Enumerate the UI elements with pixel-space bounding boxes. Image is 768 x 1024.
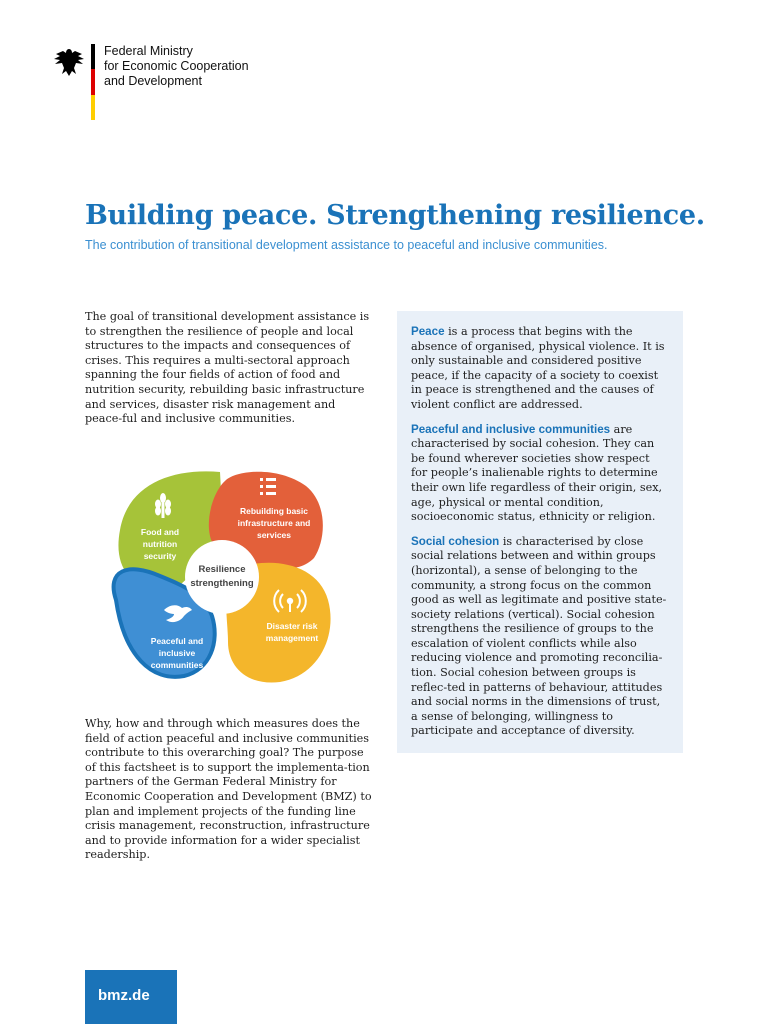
purpose-paragraph: Why, how and through which measures does the field of action peaceful and inclusive communities contribute to this overarching goal? The purpose of this factsheet is to support the implementa-tion partners of the German Federal Ministry for Economic Cooperation and Development (BMZ) to plan and implement projects of the funding line crisis management, reconstruction, infrastructure and to provide information for a wider specialist readership. xyxy=(85,717,372,862)
center-label-1: Resilience xyxy=(198,564,246,575)
federal-eagle-icon xyxy=(52,46,86,78)
german-flag-bar xyxy=(91,44,95,120)
infra-label-1: Rebuilding basic xyxy=(239,506,309,516)
peace-label-3: communities xyxy=(150,660,204,670)
disaster-label-1: Disaster risk xyxy=(266,621,318,631)
term-social-cohesion: Social cohesion xyxy=(411,534,500,548)
food-label-2: nutrition xyxy=(142,539,178,549)
bmz-link[interactable]: bmz.de xyxy=(85,970,177,1024)
food-label-3: security xyxy=(143,551,177,561)
infra-label-3: services xyxy=(256,530,292,540)
definition-peaceful-communities: Peaceful and inclusive communities are characterised by social cohesion. They can be found wherever societies show respect for people’s inalienable rights to determine their own life regardless of their origin, sex, age, physical or mental condition, socioeconomic status, ethnicity or religion. xyxy=(411,422,663,524)
term-peace: Peace xyxy=(411,325,445,338)
definitions-box xyxy=(397,311,683,753)
infra-label-2: infrastructure and xyxy=(237,518,311,528)
definition-social-cohesion: Social cohesion is characterised by close social relations between and within groups (horizontal), a sense of belonging to the community, a strong focus on the common good as well as legitimate and positive state-society relations (vertical). Social cohesion strengthens the resilience of groups to the escalation of violent conflicts while also reducing violence and promoting reconcilia-tion. Social cohesion between groups is reflec-ted in patterns of behaviour, attitudes and social norms in the dimensions of trust, a sense of belonging, willingness to participate and acceptance of diversity. xyxy=(411,534,667,738)
intro-paragraph: The goal of transitional development assistance is to strengthen the resilience of people and local structures to the impacts and consequences of crises. This requires a multi-sectoral approach spanning the four fields of action of food and nutrition security, rebuilding basic infrastructure and services, disaster risk management and peace-ful and inclusive communities. xyxy=(85,310,370,426)
definition-peace: Peace is a process that begins with the absence of organised, physical violence. It is only sustainable and considered positive peace, if the capacity of a society to coexist in peace is strengthened and the causes of violent conflict are addressed. xyxy=(411,325,665,411)
center-label-2: strengthening xyxy=(190,578,254,589)
food-label-1: Food and xyxy=(140,527,180,537)
peace-label-1: Peaceful and xyxy=(150,636,204,646)
ministry-name: Federal Ministry for Economic Cooperation and Development xyxy=(104,44,249,88)
page-title: Building peace. Strengthening resilience. xyxy=(85,200,705,231)
resilience-diagram xyxy=(100,460,340,690)
ministry-logo xyxy=(52,44,282,124)
center-circle xyxy=(185,540,259,614)
disaster-label-2: management xyxy=(265,633,319,643)
peace-label-2: inclusive xyxy=(158,648,196,658)
page-subtitle: The contribution of transitional development assistance to peaceful and inclusive communities. xyxy=(85,238,608,252)
list-icon xyxy=(260,478,276,495)
term-peaceful-communities: Peaceful and inclusive communities xyxy=(411,422,611,436)
